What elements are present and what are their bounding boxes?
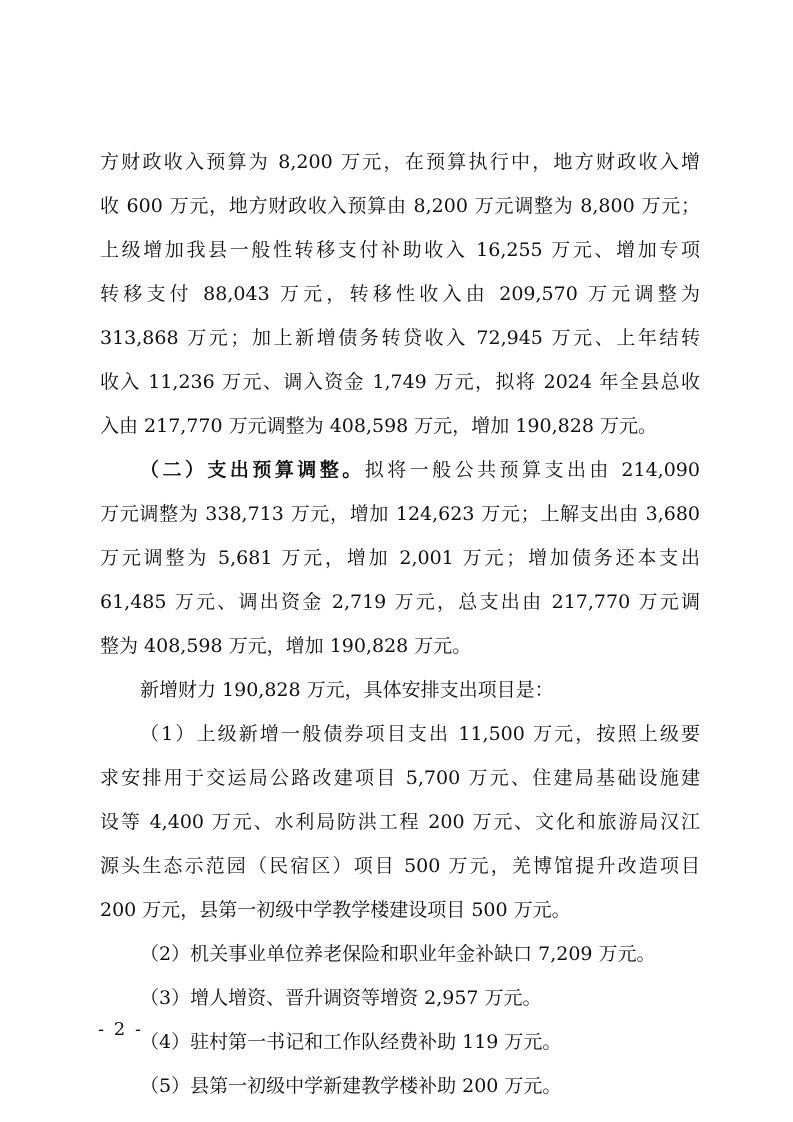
list-item: （4）驻村第一书记和工作队经费补助 119 万元。	[140, 1031, 562, 1053]
paragraph-line: 方财政收入预算为 8,200 万元，在预算执行中，地方财政收入增	[100, 151, 700, 173]
list-item-line: （1）上级新增一般债券项目支出 11,500 万元，按照上级要	[140, 723, 700, 745]
paragraph-line: 整为 408,598 万元，增加 190,828 万元。	[100, 635, 472, 657]
paragraph-line: 转移支付 88,043 万元，转移性收入由 209,570 万元调整为	[100, 283, 700, 305]
paragraph-line: 入由 217,770 万元调整为 408,598 万元，增加 190,828 万元。	[100, 415, 657, 437]
paragraph-line: 61,485 万元、调出资金 2,719 万元，总支出由 217,770 万元调	[100, 591, 700, 613]
list-item: （3）增人增资、晋升调资等增资 2,957 万元。	[140, 987, 542, 1009]
section-heading-line	[100, 448, 700, 492]
intro-line: 新增财力 190,828 万元，具体安排支出项目是：	[140, 679, 554, 701]
document-body	[100, 140, 700, 1108]
section-heading: （二）支出预算调整。	[140, 459, 365, 481]
paragraph-line: 万元调整为 338,713 万元，增加 124,623 万元；上解支出由 3,680	[100, 503, 700, 525]
section-text: 拟将一般公共预算支出由 214,090	[364, 459, 700, 481]
list-item: （2）机关事业单位养老保险和职业年金补缺口 7,209 万元。	[140, 943, 656, 965]
paragraph-line: 收 600 万元，地方财政收入预算由 8,200 万元调整为 8,800 万元；	[100, 195, 700, 217]
paragraph-line: 上级增加我县一般性转移支付补助收入 16,255 万元、增加专项	[100, 239, 700, 261]
paragraph-line: 万元调整为 5,681 万元，增加 2,001 万元；增加债务还本支出	[100, 547, 700, 569]
list-item-line: 设等 4,400 万元、水利局防洪工程 200 万元、文化和旅游局汉江	[100, 811, 700, 833]
list-item-line: 200 万元，县第一初级中学教学楼建设项目 500 万元。	[100, 899, 571, 921]
page-number: - 2 -	[98, 1019, 144, 1040]
list-item-line: 求安排用于交运局公路改建项目 5,700 万元、住建局基础设施建	[100, 767, 700, 789]
paragraph-line: 313,868 万元；加上新增债务转贷收入 72,945 万元、上年结转	[100, 327, 700, 349]
list-item: （5）县第一初级中学新建教学楼补助 200 万元。	[140, 1075, 562, 1097]
paragraph-line: 收入 11,236 万元、调入资金 1,749 万元，拟将 2024 年全县总收	[100, 371, 700, 393]
list-item-line: 源头生态示范园（民宿区）项目 500 万元，羌博馆提升改造项目	[100, 855, 700, 877]
